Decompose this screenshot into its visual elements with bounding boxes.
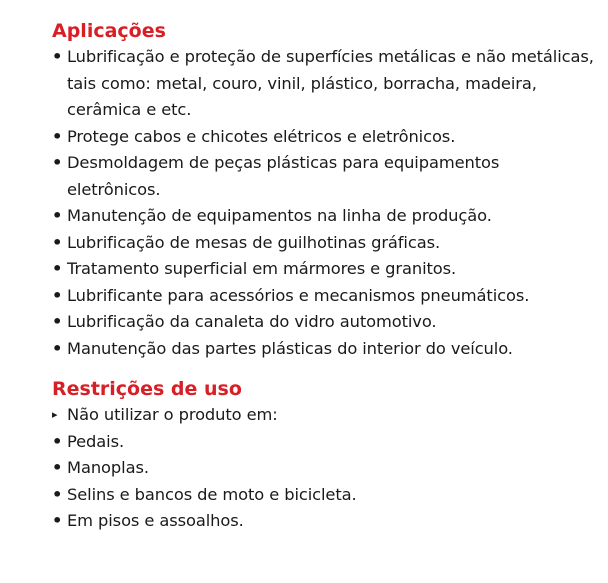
list-item xyxy=(52,44,597,124)
list-item-text: Lubrificante para acessórios e mecanismos pneumáticos. xyxy=(67,285,530,305)
bullet-list xyxy=(52,402,597,535)
list-item-text: Tratamento superficial em mármores e granitos. xyxy=(67,259,457,278)
document-body xyxy=(52,18,597,535)
list-item xyxy=(52,402,597,429)
list-item-text: Desmoldagem de peças plásticas para equipamentos eletrônicos. xyxy=(67,153,500,199)
list-item xyxy=(52,455,597,482)
list-item xyxy=(52,150,597,203)
bullet-marker: • xyxy=(52,458,63,477)
bullet-marker: • xyxy=(52,511,63,530)
bullet-marker: • xyxy=(52,232,63,252)
list-item-text: Não utilizar o produto em: xyxy=(67,405,278,424)
list-item-text: Lubrificação da canaleta do vidro automotivo. xyxy=(67,312,437,331)
list-item xyxy=(52,203,597,230)
bullet-marker: • xyxy=(52,338,63,358)
section-heading: Restrições de uso xyxy=(52,378,242,400)
bullet-marker: • xyxy=(52,484,63,504)
bullet-marker: • xyxy=(52,47,63,66)
section-aplicacoes xyxy=(52,18,597,362)
list-item xyxy=(52,482,597,509)
list-item xyxy=(52,309,597,336)
list-item xyxy=(52,508,597,535)
bullet-list xyxy=(52,44,597,362)
list-item xyxy=(52,336,597,363)
list-item-text: Pedais. xyxy=(67,431,125,451)
section-heading: Aplicações xyxy=(52,20,166,42)
list-item xyxy=(52,429,597,456)
list-item-text: Selins e bancos de moto e bicicleta. xyxy=(67,484,357,504)
list-item-text: Manutenção de equipamentos na linha de produção. xyxy=(67,206,492,225)
bullet-marker: • xyxy=(52,126,63,146)
bullet-marker: • xyxy=(52,431,63,451)
bullet-marker: • xyxy=(52,206,63,225)
list-item xyxy=(52,283,597,310)
list-item-text: Protege cabos e chicotes elétricos e eletrônicos. xyxy=(67,126,456,146)
bullet-marker: • xyxy=(52,259,63,278)
list-item-text: Manutenção das partes plásticas do interior do veículo. xyxy=(67,338,513,358)
triangle-bullet-icon: ▸ xyxy=(52,408,58,421)
bullet-marker: • xyxy=(52,285,63,305)
section-restricoes xyxy=(52,376,597,535)
list-item xyxy=(52,256,597,283)
list-item xyxy=(52,230,597,257)
bullet-marker: • xyxy=(52,312,63,331)
list-item-text: Lubrificação de mesas de guilhotinas gráficas. xyxy=(67,232,441,252)
list-item xyxy=(52,124,597,151)
bullet-marker: • xyxy=(52,153,63,172)
list-item-text: Manoplas. xyxy=(67,458,149,477)
list-item-text: Em pisos e assoalhos. xyxy=(67,511,244,530)
list-item-text: Lubrificação e proteção de superfícies metálicas e não metálicas, tais como: metal, couro, vinil, plástico, borracha, madeira, cerâmica e etc. xyxy=(67,47,594,119)
